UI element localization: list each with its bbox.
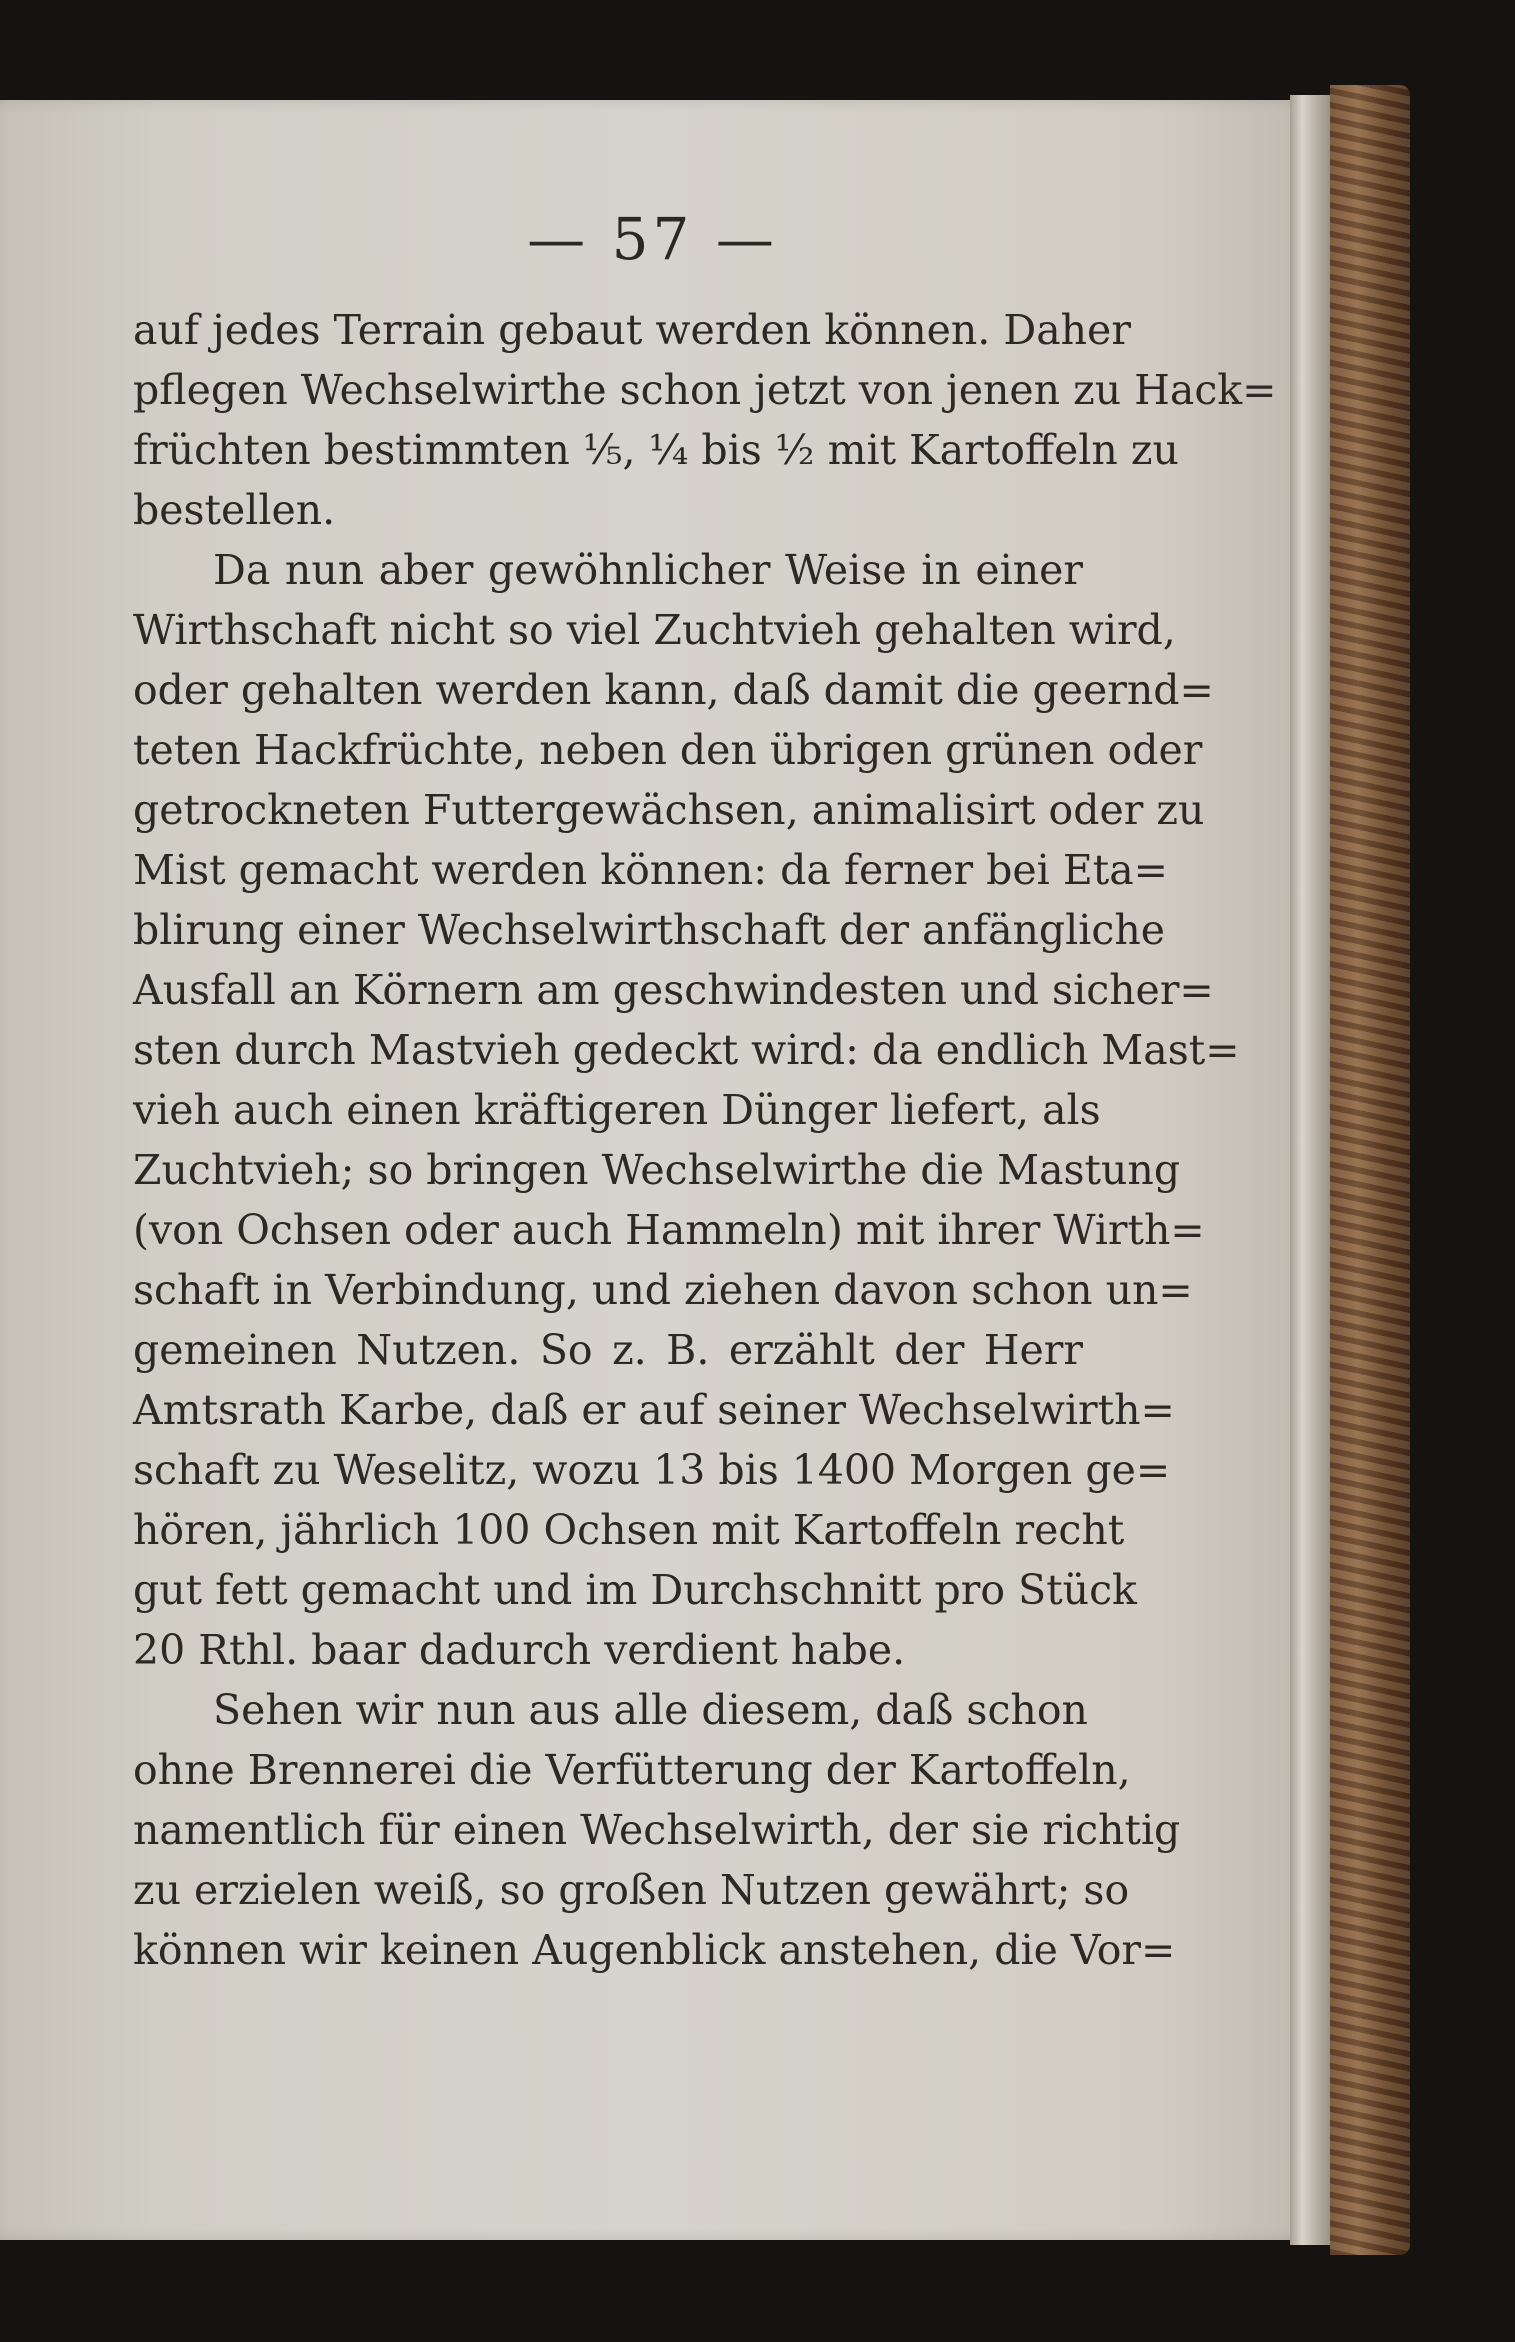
text-line: vieh auch einen kräftigeren Dünger liefert, als xyxy=(133,1086,1101,1134)
text-line: 20 Rthl. baar dadurch verdient habe. xyxy=(133,1626,906,1674)
text-line: Amtsrath Karbe, daß er auf seiner Wechselwirth= xyxy=(133,1386,1175,1434)
text-line: getrockneten Futtergewächsen, animalisirt oder zu xyxy=(133,786,1205,834)
text-line: blirung einer Wechselwirthschaft der anfängliche xyxy=(133,906,1166,954)
text-line: schaft zu Weselitz, wozu 13 bis 1400 Morgen ge= xyxy=(133,1446,1171,1494)
text-line: ohne Brennerei die Verfütterung der Kartoffeln, xyxy=(133,1746,1131,1794)
text-line: namentlich für einen Wechselwirth, der sie richtig xyxy=(133,1806,1181,1854)
text-line: Mist gemacht werden können: da ferner bei Eta= xyxy=(133,846,1169,894)
text-line: früchten bestimmten ⅕, ¼ bis ½ mit Kartoffeln zu xyxy=(133,426,1179,474)
text-line: bestellen. xyxy=(133,486,336,534)
text-line: Sehen wir nun aus alle diesem, daß schon xyxy=(213,1686,1088,1734)
text-line: oder gehalten werden kann, daß damit die geernd= xyxy=(133,666,1214,714)
page-number: — 57 — xyxy=(527,205,778,273)
text-line: zu erzielen weiß, so großen Nutzen gewährt; so xyxy=(133,1866,1130,1914)
text-line: pflegen Wechselwirthe schon jetzt von jenen zu Hack= xyxy=(133,366,1277,414)
book-cover-edge xyxy=(1330,85,1410,2255)
text-line: (von Ochsen oder auch Hammeln) mit ihrer Wirth= xyxy=(133,1206,1205,1254)
text-line: hören, jährlich 100 Ochsen mit Kartoffeln recht xyxy=(133,1506,1125,1554)
text-line: auf jedes Terrain gebaut werden können. Daher xyxy=(133,306,1131,354)
page-text xyxy=(133,300,1277,1980)
text-line: schaft in Verbindung, und ziehen davon schon un= xyxy=(133,1266,1193,1314)
text-line: Wirthschaft nicht so viel Zuchtvieh gehalten wird, xyxy=(133,606,1176,654)
text-line: können wir keinen Augenblick anstehen, die Vor= xyxy=(133,1926,1176,1974)
text-line: sten durch Mastvieh gedeckt wird: da endlich Mast= xyxy=(133,1026,1240,1074)
text-line: teten Hackfrüchte, neben den übrigen grünen oder xyxy=(133,726,1203,774)
text-line: Zuchtvieh; so bringen Wechselwirthe die Mastung xyxy=(133,1146,1181,1194)
text-line: Da nun aber gewöhnlicher Weise in einer xyxy=(213,546,1083,594)
text-line: gut fett gemacht und im Durchschnitt pro Stück xyxy=(133,1566,1137,1614)
text-line: gemeinen Nutzen. So z. B. erzählt der Herr xyxy=(133,1326,1083,1374)
text-line: Ausfall an Körnern am geschwindesten und sicher= xyxy=(133,966,1214,1014)
page-edges xyxy=(1290,95,1330,2245)
